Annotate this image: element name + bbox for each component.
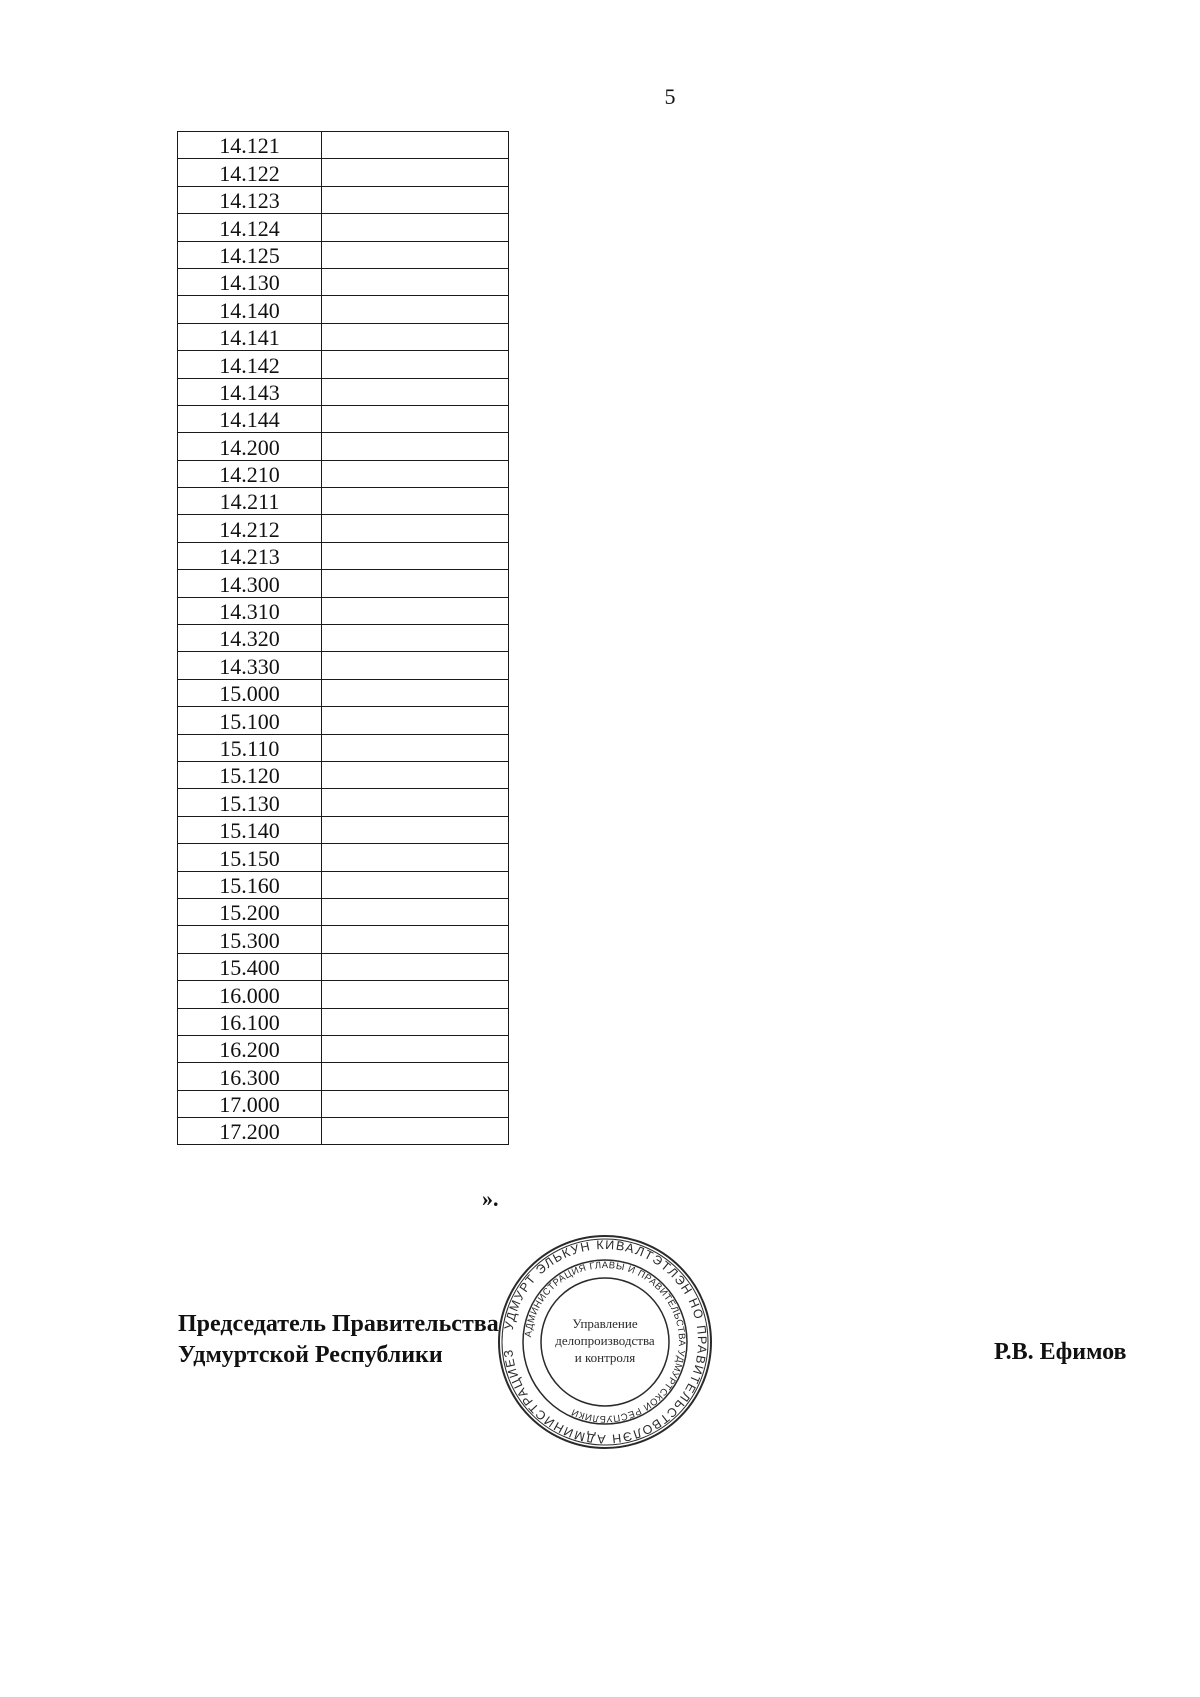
value-cell	[322, 1008, 509, 1035]
table-row	[178, 898, 509, 925]
code-cell: 14.141	[178, 323, 322, 350]
value-cell	[322, 405, 509, 432]
code-cell: 14.121	[178, 132, 322, 159]
value-cell	[322, 707, 509, 734]
code-cell: 14.211	[178, 488, 322, 515]
value-cell	[322, 1035, 509, 1062]
table-row	[178, 132, 509, 159]
value-cell	[322, 734, 509, 761]
code-cell: 14.125	[178, 241, 322, 268]
value-cell	[322, 1090, 509, 1117]
value-cell	[322, 159, 509, 186]
code-cell: 14.143	[178, 378, 322, 405]
signature-title-line1: Председатель Правительства	[178, 1311, 499, 1337]
table-row	[178, 570, 509, 597]
value-cell	[322, 844, 509, 871]
table-row	[178, 296, 509, 323]
stamp-center-line2: делопроизводства	[555, 1333, 655, 1348]
code-cell: 14.200	[178, 433, 322, 460]
table-row	[178, 707, 509, 734]
signer-name: Р.В. Ефимов	[994, 1339, 1127, 1365]
table-row	[178, 1063, 509, 1090]
table-body	[178, 132, 509, 1145]
code-cell: 15.120	[178, 761, 322, 788]
value-cell	[322, 981, 509, 1008]
page-number: 5	[664, 84, 676, 109]
table-row	[178, 844, 509, 871]
table-row	[178, 542, 509, 569]
table-row	[178, 761, 509, 788]
signature-title-line2: Удмуртской Республики	[178, 1342, 443, 1368]
code-cell: 14.130	[178, 268, 322, 295]
table-row	[178, 186, 509, 213]
code-cell: 15.100	[178, 707, 322, 734]
value-cell	[322, 625, 509, 652]
value-cell	[322, 953, 509, 980]
code-cell: 14.212	[178, 515, 322, 542]
code-cell: 14.140	[178, 296, 322, 323]
codes-table	[177, 131, 509, 1145]
table-row	[178, 405, 509, 432]
code-cell: 15.400	[178, 953, 322, 980]
code-cell: 16.300	[178, 1063, 322, 1090]
value-cell	[322, 433, 509, 460]
code-cell: 15.160	[178, 871, 322, 898]
value-cell	[322, 926, 509, 953]
code-cell: 14.124	[178, 214, 322, 241]
value-cell	[322, 132, 509, 159]
table-row	[178, 981, 509, 1008]
value-cell	[322, 351, 509, 378]
value-cell	[322, 898, 509, 925]
value-cell	[322, 323, 509, 350]
value-cell	[322, 597, 509, 624]
code-cell: 17.000	[178, 1090, 322, 1117]
table-row	[178, 953, 509, 980]
code-cell: 14.142	[178, 351, 322, 378]
table-row	[178, 323, 509, 350]
value-cell	[322, 1063, 509, 1090]
table-row	[178, 488, 509, 515]
table-row	[178, 241, 509, 268]
table-row	[178, 679, 509, 706]
closing-quote: ».	[482, 1186, 499, 1211]
table-row	[178, 351, 509, 378]
table-row	[178, 214, 509, 241]
code-cell: 14.144	[178, 405, 322, 432]
table-row	[178, 789, 509, 816]
code-cell: 15.140	[178, 816, 322, 843]
table-row	[178, 926, 509, 953]
stamp-inner-text: АДМИНИСТРАЦИЯ ГЛАВЫ И ПРАВИТЕЛЬСТВА УДМУРТСКОЙ РЕСПУБЛИКИ	[523, 1259, 688, 1425]
code-cell: 14.213	[178, 542, 322, 569]
table-row	[178, 1118, 509, 1145]
official-stamp	[493, 1230, 717, 1454]
code-cell: 14.320	[178, 625, 322, 652]
code-cell: 14.330	[178, 652, 322, 679]
table-row	[178, 268, 509, 295]
value-cell	[322, 816, 509, 843]
value-cell	[322, 214, 509, 241]
table-row	[178, 871, 509, 898]
table-row	[178, 597, 509, 624]
stamp-outer-text: УДМУРТ ЭЛЬКУН КИВАЛТЭТЛЭН НО ПРАВИТЕЛЬСТВОЛЭН АДМИНИСТРАЦИЕЗ	[501, 1237, 710, 1447]
table-row	[178, 1008, 509, 1035]
code-cell: 16.000	[178, 981, 322, 1008]
stamp-center-line1: Управление	[572, 1316, 638, 1331]
value-cell	[322, 460, 509, 487]
signature-title	[178, 1309, 499, 1371]
code-cell: 15.200	[178, 898, 322, 925]
code-cell: 15.000	[178, 679, 322, 706]
value-cell	[322, 515, 509, 542]
table-row	[178, 1090, 509, 1117]
value-cell	[322, 488, 509, 515]
value-cell	[322, 542, 509, 569]
table-row	[178, 734, 509, 761]
code-cell: 14.310	[178, 597, 322, 624]
code-cell: 16.200	[178, 1035, 322, 1062]
value-cell	[322, 789, 509, 816]
table-row	[178, 433, 509, 460]
code-cell: 14.210	[178, 460, 322, 487]
table-row	[178, 159, 509, 186]
code-cell: 17.200	[178, 1118, 322, 1145]
value-cell	[322, 378, 509, 405]
code-cell: 15.130	[178, 789, 322, 816]
value-cell	[322, 761, 509, 788]
code-cell: 16.100	[178, 1008, 322, 1035]
code-cell: 15.300	[178, 926, 322, 953]
stamp-seal	[493, 1230, 717, 1454]
code-cell: 14.122	[178, 159, 322, 186]
code-cell: 14.300	[178, 570, 322, 597]
code-cell: 14.123	[178, 186, 322, 213]
value-cell	[322, 679, 509, 706]
value-cell	[322, 570, 509, 597]
value-cell	[322, 268, 509, 295]
table-row	[178, 1035, 509, 1062]
value-cell	[322, 871, 509, 898]
stamp-center-line3: и контроля	[574, 1350, 636, 1365]
table-row	[178, 816, 509, 843]
table-row	[178, 652, 509, 679]
table-row	[178, 460, 509, 487]
code-cell: 15.110	[178, 734, 322, 761]
value-cell	[322, 296, 509, 323]
code-cell: 15.150	[178, 844, 322, 871]
table-row	[178, 378, 509, 405]
table-row	[178, 625, 509, 652]
value-cell	[322, 186, 509, 213]
table-row	[178, 515, 509, 542]
value-cell	[322, 652, 509, 679]
value-cell	[322, 1118, 509, 1145]
value-cell	[322, 241, 509, 268]
